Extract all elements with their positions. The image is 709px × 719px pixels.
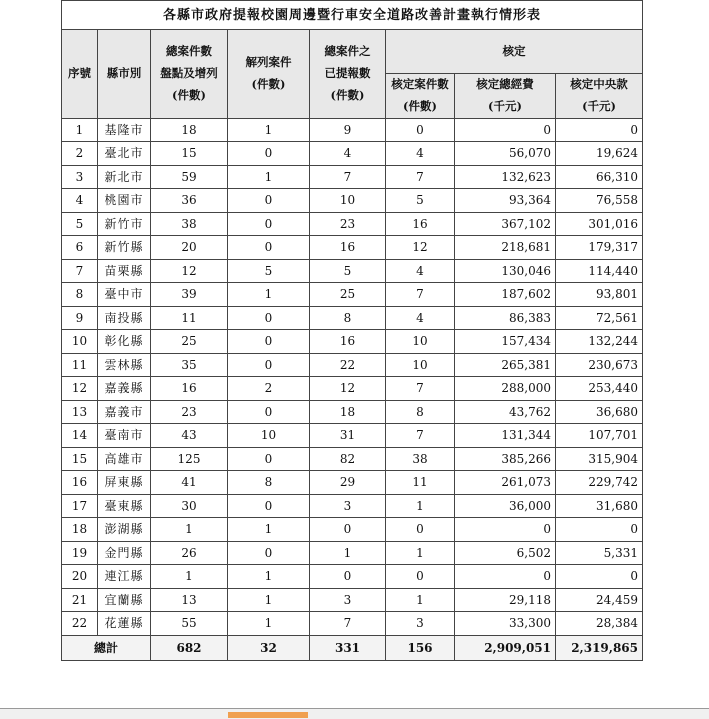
table-row bbox=[62, 259, 643, 283]
cell-total: 20 bbox=[151, 236, 228, 260]
cell-listed: 0 bbox=[228, 142, 310, 166]
cell-cost: 218,681 bbox=[455, 236, 556, 260]
cell-no: 1 bbox=[62, 118, 98, 142]
cell-cases: 16 bbox=[386, 212, 455, 236]
table-body bbox=[62, 118, 643, 635]
cell-central: 0 bbox=[556, 565, 643, 589]
cell-city: 新北市 bbox=[98, 165, 151, 189]
cell-total: 59 bbox=[151, 165, 228, 189]
cell-city: 屏東縣 bbox=[98, 471, 151, 495]
cell-total: 41 bbox=[151, 471, 228, 495]
cell-listed: 0 bbox=[228, 212, 310, 236]
cell-city: 新竹市 bbox=[98, 212, 151, 236]
cell-cost: 261,073 bbox=[455, 471, 556, 495]
cell-reported: 8 bbox=[310, 306, 386, 330]
table-row bbox=[62, 471, 643, 495]
cell-no: 8 bbox=[62, 283, 98, 307]
cell-central: 315,904 bbox=[556, 447, 643, 471]
cell-central: 72,561 bbox=[556, 306, 643, 330]
cell-central: 0 bbox=[556, 518, 643, 542]
cell-city: 雲林縣 bbox=[98, 353, 151, 377]
table-row bbox=[62, 212, 643, 236]
cell-city: 花蓮縣 bbox=[98, 612, 151, 636]
cell-cost: 265,381 bbox=[455, 353, 556, 377]
cell-city: 新竹縣 bbox=[98, 236, 151, 260]
cell-cost: 130,046 bbox=[455, 259, 556, 283]
cell-cases: 7 bbox=[386, 424, 455, 448]
cell-no: 13 bbox=[62, 400, 98, 424]
cell-reported: 18 bbox=[310, 400, 386, 424]
header-approved-cases: 核定案件數 (件數) bbox=[386, 74, 455, 119]
header-listed-cases: 解列案件 (件數) bbox=[228, 30, 310, 119]
table-row bbox=[62, 283, 643, 307]
cell-total: 39 bbox=[151, 283, 228, 307]
cell-no: 17 bbox=[62, 494, 98, 518]
cell-cases: 38 bbox=[386, 447, 455, 471]
cell-total: 1 bbox=[151, 518, 228, 542]
cell-city: 澎湖縣 bbox=[98, 518, 151, 542]
cell-city: 嘉義縣 bbox=[98, 377, 151, 401]
cell-total: 43 bbox=[151, 424, 228, 448]
cell-listed: 0 bbox=[228, 189, 310, 213]
cell-reported: 0 bbox=[310, 565, 386, 589]
cell-total: 26 bbox=[151, 541, 228, 565]
cell-cost: 36,000 bbox=[455, 494, 556, 518]
cell-cost: 0 bbox=[455, 518, 556, 542]
cell-no: 15 bbox=[62, 447, 98, 471]
cell-central: 24,459 bbox=[556, 588, 643, 612]
header-no: 序號 bbox=[62, 30, 98, 119]
cell-total: 16 bbox=[151, 377, 228, 401]
cell-reported: 82 bbox=[310, 447, 386, 471]
cell-central: 0 bbox=[556, 118, 643, 142]
cell-cost: 367,102 bbox=[455, 212, 556, 236]
cell-cases: 12 bbox=[386, 236, 455, 260]
cell-no: 16 bbox=[62, 471, 98, 495]
cell-cost: 6,502 bbox=[455, 541, 556, 565]
cell-listed: 0 bbox=[228, 541, 310, 565]
cell-no: 19 bbox=[62, 541, 98, 565]
total-cell-total: 682 bbox=[151, 635, 228, 660]
header-approved-central: 核定中央款 (千元) bbox=[556, 74, 643, 119]
cell-reported: 25 bbox=[310, 283, 386, 307]
table-row bbox=[62, 565, 643, 589]
cell-city: 臺南市 bbox=[98, 424, 151, 448]
cell-cost: 0 bbox=[455, 118, 556, 142]
total-cell-central: 2,319,865 bbox=[556, 635, 643, 660]
cell-no: 20 bbox=[62, 565, 98, 589]
cell-reported: 29 bbox=[310, 471, 386, 495]
cell-total: 13 bbox=[151, 588, 228, 612]
header-city: 縣市別 bbox=[98, 30, 151, 119]
cell-cases: 0 bbox=[386, 565, 455, 589]
cell-total: 23 bbox=[151, 400, 228, 424]
cell-cases: 10 bbox=[386, 353, 455, 377]
cell-reported: 4 bbox=[310, 142, 386, 166]
cell-cases: 4 bbox=[386, 142, 455, 166]
cell-cost: 157,434 bbox=[455, 330, 556, 354]
cell-cases: 7 bbox=[386, 165, 455, 189]
total-cell-cost: 2,909,051 bbox=[455, 635, 556, 660]
cell-reported: 10 bbox=[310, 189, 386, 213]
cell-no: 12 bbox=[62, 377, 98, 401]
table-row bbox=[62, 189, 643, 213]
cell-cases: 4 bbox=[386, 259, 455, 283]
total-label: 總計 bbox=[62, 635, 151, 660]
cell-listed: 1 bbox=[228, 588, 310, 612]
cell-listed: 1 bbox=[228, 118, 310, 142]
cell-central: 5,331 bbox=[556, 541, 643, 565]
table-row bbox=[62, 306, 643, 330]
cell-no: 18 bbox=[62, 518, 98, 542]
cell-listed: 1 bbox=[228, 283, 310, 307]
header-approved-total: 核定總經費 (千元) bbox=[455, 74, 556, 119]
execution-table bbox=[61, 0, 643, 661]
cell-reported: 0 bbox=[310, 518, 386, 542]
cell-cases: 7 bbox=[386, 283, 455, 307]
table-row bbox=[62, 377, 643, 401]
cell-city: 彰化縣 bbox=[98, 330, 151, 354]
cell-central: 66,310 bbox=[556, 165, 643, 189]
cell-listed: 1 bbox=[228, 612, 310, 636]
table-row bbox=[62, 518, 643, 542]
cell-no: 2 bbox=[62, 142, 98, 166]
cell-listed: 0 bbox=[228, 236, 310, 260]
cell-no: 10 bbox=[62, 330, 98, 354]
cell-cases: 8 bbox=[386, 400, 455, 424]
cell-no: 3 bbox=[62, 165, 98, 189]
cell-city: 宜蘭縣 bbox=[98, 588, 151, 612]
cell-no: 4 bbox=[62, 189, 98, 213]
cell-city: 南投縣 bbox=[98, 306, 151, 330]
cell-central: 179,317 bbox=[556, 236, 643, 260]
cell-total: 125 bbox=[151, 447, 228, 471]
cell-total: 35 bbox=[151, 353, 228, 377]
cell-reported: 7 bbox=[310, 612, 386, 636]
cell-central: 301,016 bbox=[556, 212, 643, 236]
cell-central: 93,801 bbox=[556, 283, 643, 307]
total-cell-reported: 331 bbox=[310, 635, 386, 660]
table-row bbox=[62, 424, 643, 448]
table-row bbox=[62, 236, 643, 260]
cell-listed: 0 bbox=[228, 306, 310, 330]
cell-total: 1 bbox=[151, 565, 228, 589]
cell-cost: 131,344 bbox=[455, 424, 556, 448]
cell-cases: 4 bbox=[386, 306, 455, 330]
cell-listed: 8 bbox=[228, 471, 310, 495]
cell-central: 76,558 bbox=[556, 189, 643, 213]
cell-cases: 1 bbox=[386, 494, 455, 518]
table-row bbox=[62, 494, 643, 518]
cell-reported: 16 bbox=[310, 330, 386, 354]
table-row bbox=[62, 400, 643, 424]
cell-city: 基隆市 bbox=[98, 118, 151, 142]
header-approved-group: 核定 bbox=[386, 30, 643, 74]
cell-cost: 187,602 bbox=[455, 283, 556, 307]
cell-cost: 288,000 bbox=[455, 377, 556, 401]
cell-cases: 1 bbox=[386, 541, 455, 565]
cell-cases: 10 bbox=[386, 330, 455, 354]
table-row bbox=[62, 353, 643, 377]
cell-listed: 5 bbox=[228, 259, 310, 283]
cell-cost: 33,300 bbox=[455, 612, 556, 636]
cell-listed: 1 bbox=[228, 165, 310, 189]
cell-reported: 16 bbox=[310, 236, 386, 260]
cell-cases: 0 bbox=[386, 118, 455, 142]
cell-cost: 43,762 bbox=[455, 400, 556, 424]
cell-listed: 2 bbox=[228, 377, 310, 401]
cell-city: 臺東縣 bbox=[98, 494, 151, 518]
table-title: 各縣市政府提報校園周邊暨行車安全道路改善計畫執行情形表 bbox=[62, 1, 643, 30]
cell-city: 桃園市 bbox=[98, 189, 151, 213]
cell-central: 229,742 bbox=[556, 471, 643, 495]
cell-listed: 0 bbox=[228, 330, 310, 354]
cell-city: 臺北市 bbox=[98, 142, 151, 166]
cell-total: 18 bbox=[151, 118, 228, 142]
cell-total: 36 bbox=[151, 189, 228, 213]
header-total-cases: 總案件數 盤點及增列 (件數) bbox=[151, 30, 228, 119]
cell-cost: 86,383 bbox=[455, 306, 556, 330]
cell-reported: 1 bbox=[310, 541, 386, 565]
cell-cost: 385,266 bbox=[455, 447, 556, 471]
cell-cases: 1 bbox=[386, 588, 455, 612]
cell-city: 苗栗縣 bbox=[98, 259, 151, 283]
total-row bbox=[62, 635, 643, 660]
cell-no: 6 bbox=[62, 236, 98, 260]
cell-no: 9 bbox=[62, 306, 98, 330]
cell-cost: 132,623 bbox=[455, 165, 556, 189]
table-row bbox=[62, 588, 643, 612]
table-row bbox=[62, 330, 643, 354]
document-frame bbox=[61, 0, 642, 708]
cell-reported: 3 bbox=[310, 588, 386, 612]
total-cell-listed: 32 bbox=[228, 635, 310, 660]
cell-central: 28,384 bbox=[556, 612, 643, 636]
cell-reported: 12 bbox=[310, 377, 386, 401]
cell-central: 19,624 bbox=[556, 142, 643, 166]
cell-city: 臺中市 bbox=[98, 283, 151, 307]
cell-reported: 9 bbox=[310, 118, 386, 142]
cell-central: 253,440 bbox=[556, 377, 643, 401]
cell-reported: 22 bbox=[310, 353, 386, 377]
cell-reported: 31 bbox=[310, 424, 386, 448]
cell-central: 230,673 bbox=[556, 353, 643, 377]
cell-listed: 0 bbox=[228, 353, 310, 377]
cell-central: 31,680 bbox=[556, 494, 643, 518]
cell-city: 連江縣 bbox=[98, 565, 151, 589]
table-row bbox=[62, 447, 643, 471]
cell-reported: 7 bbox=[310, 165, 386, 189]
cell-cost: 29,118 bbox=[455, 588, 556, 612]
cell-total: 15 bbox=[151, 142, 228, 166]
cell-cases: 0 bbox=[386, 518, 455, 542]
total-cell-cases: 156 bbox=[386, 635, 455, 660]
cell-listed: 10 bbox=[228, 424, 310, 448]
cell-cases: 11 bbox=[386, 471, 455, 495]
cell-listed: 0 bbox=[228, 400, 310, 424]
table-row bbox=[62, 118, 643, 142]
cell-city: 高雄市 bbox=[98, 447, 151, 471]
cell-listed: 0 bbox=[228, 447, 310, 471]
cell-no: 7 bbox=[62, 259, 98, 283]
cell-cost: 93,364 bbox=[455, 189, 556, 213]
cell-cost: 56,070 bbox=[455, 142, 556, 166]
table-row bbox=[62, 612, 643, 636]
cell-cases: 3 bbox=[386, 612, 455, 636]
table-row bbox=[62, 541, 643, 565]
cell-reported: 23 bbox=[310, 212, 386, 236]
viewer-bottom-bar bbox=[0, 708, 709, 719]
cell-no: 11 bbox=[62, 353, 98, 377]
cell-no: 21 bbox=[62, 588, 98, 612]
cell-city: 金門縣 bbox=[98, 541, 151, 565]
cell-total: 12 bbox=[151, 259, 228, 283]
cell-central: 107,701 bbox=[556, 424, 643, 448]
cell-cases: 5 bbox=[386, 189, 455, 213]
cell-total: 30 bbox=[151, 494, 228, 518]
cell-no: 14 bbox=[62, 424, 98, 448]
cell-listed: 1 bbox=[228, 565, 310, 589]
cell-listed: 1 bbox=[228, 518, 310, 542]
viewer-bottom-accent bbox=[228, 712, 308, 718]
table-row bbox=[62, 142, 643, 166]
cell-reported: 3 bbox=[310, 494, 386, 518]
cell-listed: 0 bbox=[228, 494, 310, 518]
cell-total: 55 bbox=[151, 612, 228, 636]
cell-central: 36,680 bbox=[556, 400, 643, 424]
table-row bbox=[62, 165, 643, 189]
cell-no: 5 bbox=[62, 212, 98, 236]
cell-cost: 0 bbox=[455, 565, 556, 589]
cell-no: 22 bbox=[62, 612, 98, 636]
header-reported: 總案件之 已提報數 (件數) bbox=[310, 30, 386, 119]
cell-central: 132,244 bbox=[556, 330, 643, 354]
cell-total: 11 bbox=[151, 306, 228, 330]
cell-central: 114,440 bbox=[556, 259, 643, 283]
cell-city: 嘉義市 bbox=[98, 400, 151, 424]
cell-cases: 7 bbox=[386, 377, 455, 401]
cell-reported: 5 bbox=[310, 259, 386, 283]
cell-total: 38 bbox=[151, 212, 228, 236]
cell-total: 25 bbox=[151, 330, 228, 354]
